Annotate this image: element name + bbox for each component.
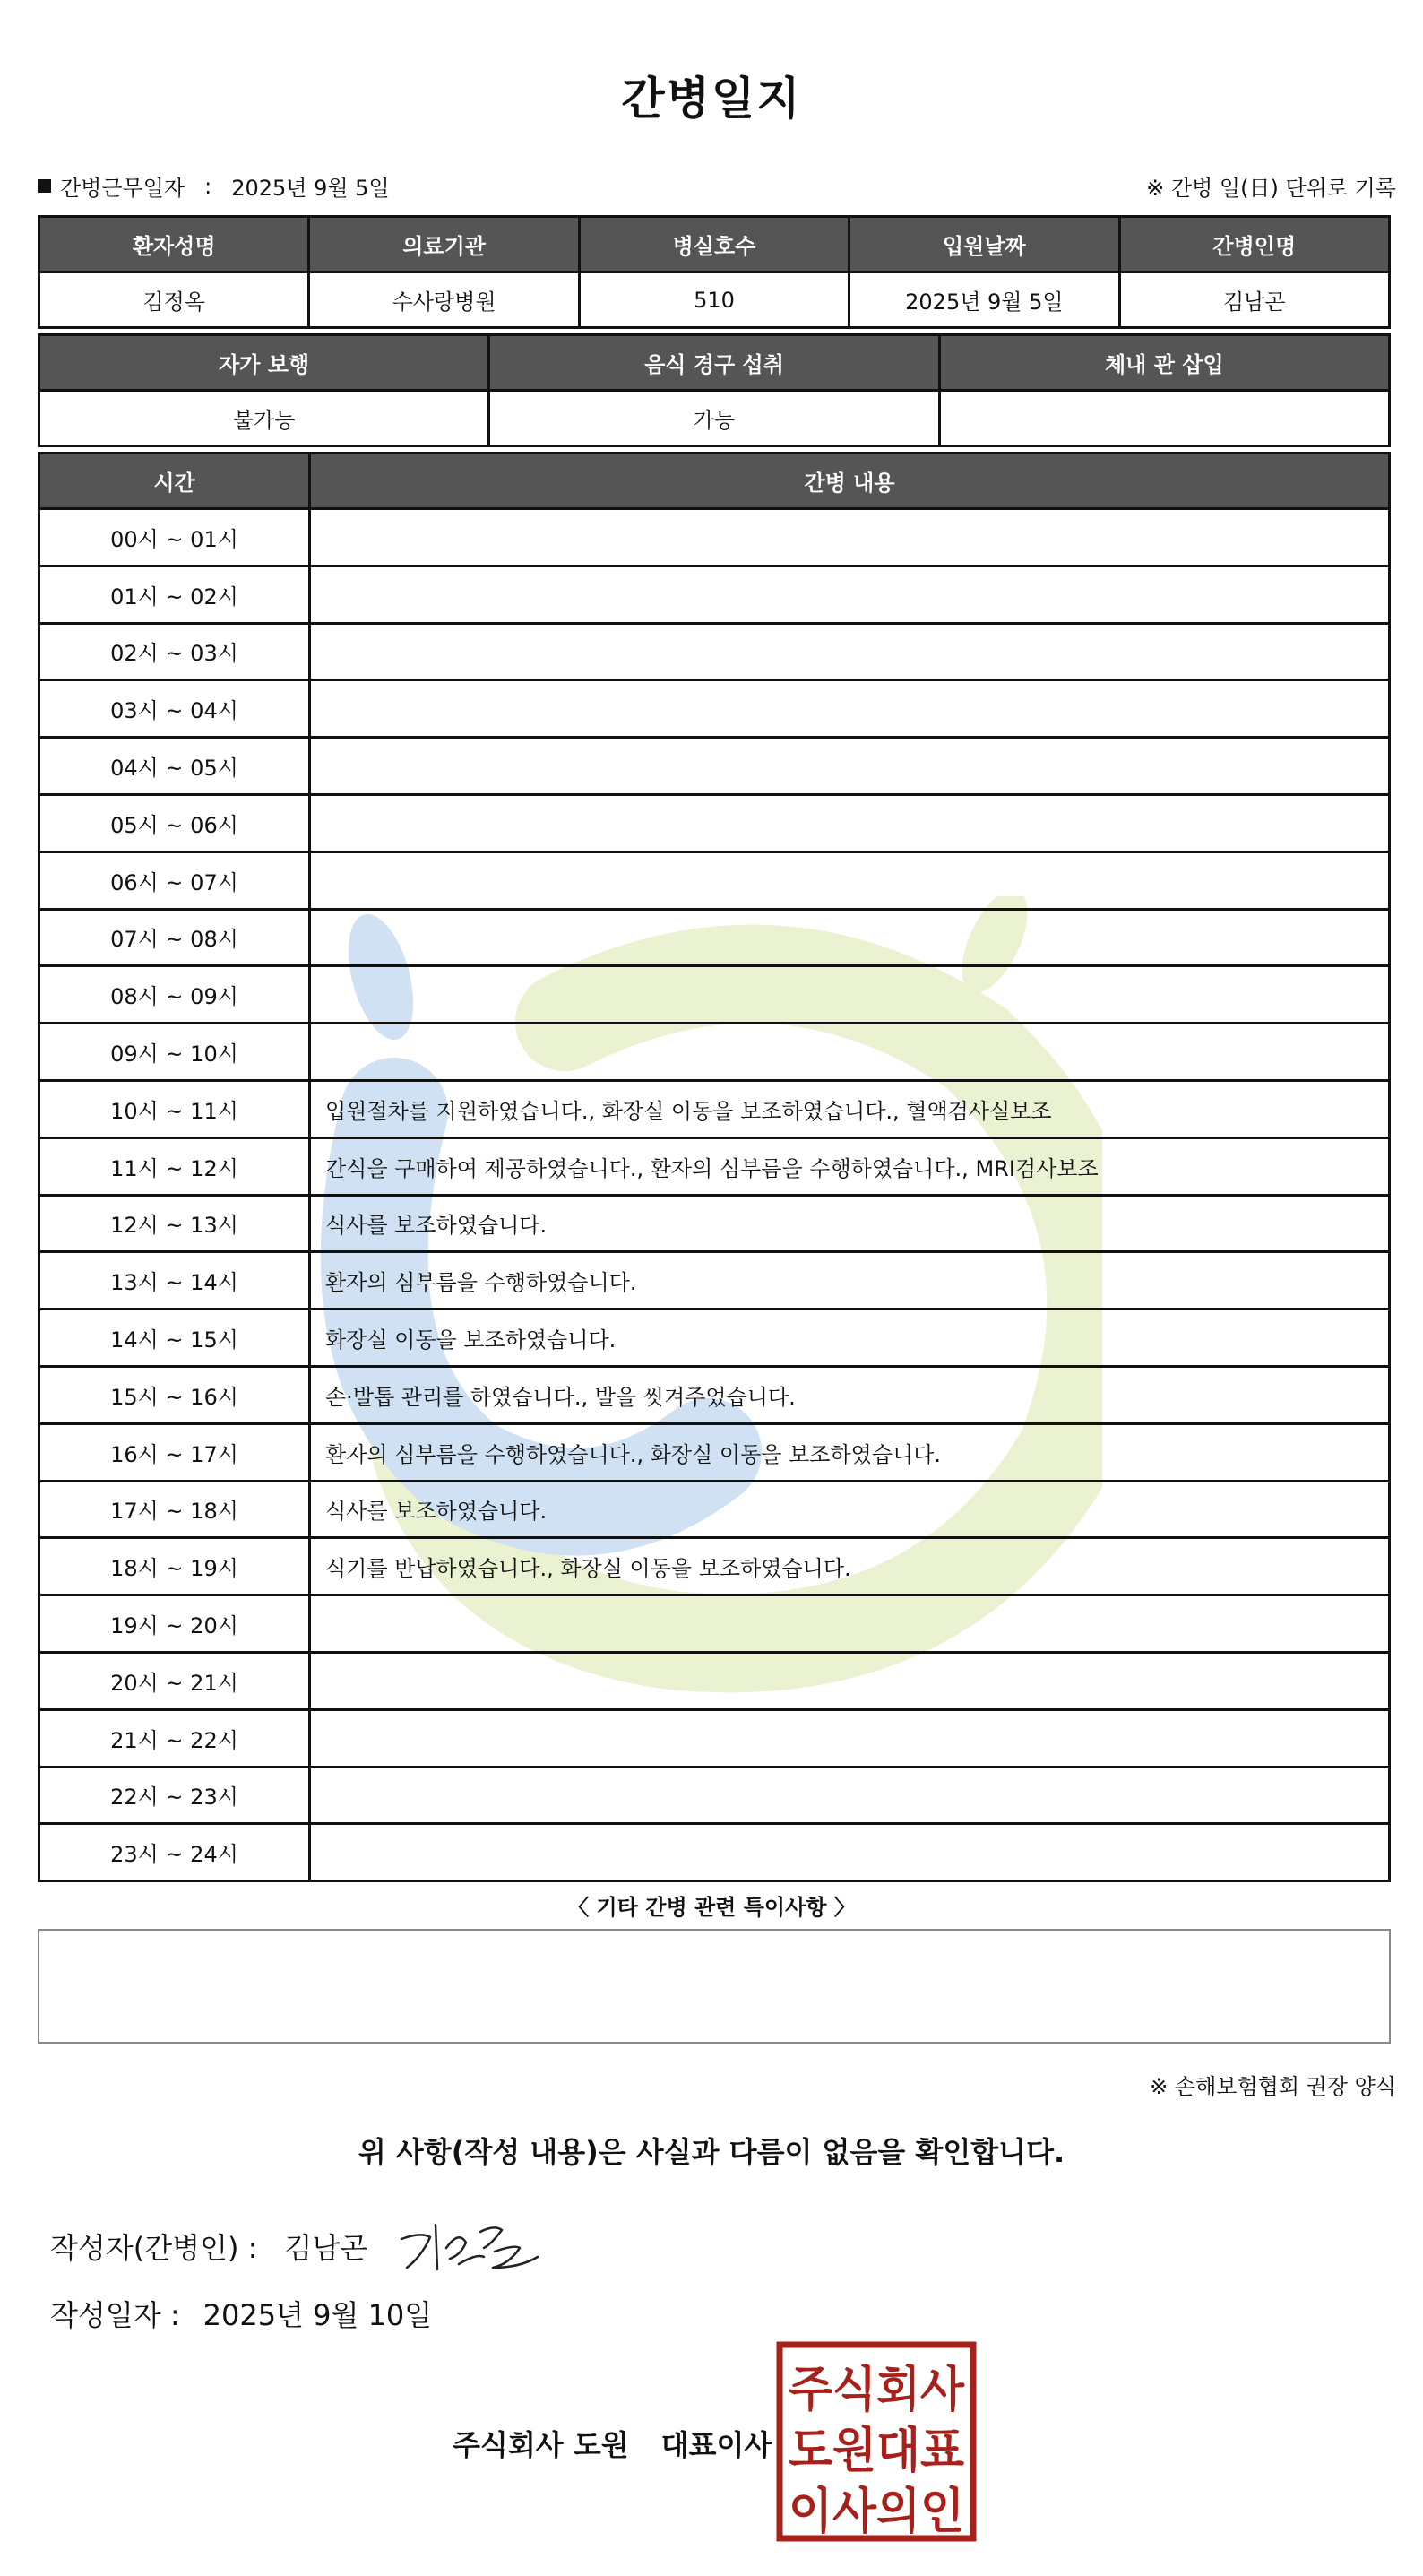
hospital-value: 수사랑병원	[309, 272, 579, 328]
written-date-label: 작성일자 :	[50, 2298, 180, 2332]
log-content-cell: 식사를 보조하였습니다.	[310, 1481, 1390, 1538]
log-content-cell	[310, 794, 1390, 851]
work-date-label: 간병근무일자	[60, 176, 185, 201]
log-content-cell: 식기를 반납하였습니다., 화장실 이동을 보조하였습니다.	[310, 1538, 1390, 1595]
log-content-cell	[310, 623, 1390, 680]
log-row	[39, 794, 1390, 851]
writer-name: 김남곤	[284, 2231, 368, 2265]
company-seal-stamp	[776, 2341, 977, 2542]
header-room-number: 병실호수	[579, 217, 849, 272]
written-date-value: 2025년 9월 10일	[203, 2298, 433, 2332]
log-time-cell: 16시 ~ 17시	[39, 1423, 310, 1481]
daily-record-note: ※ 간병 일(日) 단위로 기록	[1146, 176, 1396, 201]
form-source-note: ※ 손해보험협회 권장 양식	[1150, 2074, 1396, 2099]
log-row	[39, 509, 1390, 566]
log-row	[39, 623, 1390, 680]
patient-name-value: 김정옥	[39, 272, 309, 328]
log-row	[39, 1709, 1390, 1767]
log-content-cell: 환자의 심부름을 수행하였습니다.	[310, 1252, 1390, 1310]
log-time-cell: 03시 ~ 04시	[39, 680, 310, 738]
self-walking-value: 불가능	[39, 391, 489, 446]
log-time-cell: 15시 ~ 16시	[39, 1366, 310, 1423]
header-admission-date: 입원날짜	[849, 217, 1119, 272]
log-content-cell	[310, 1824, 1390, 1881]
log-time-cell: 19시 ~ 20시	[39, 1595, 310, 1653]
log-time-cell: 00시 ~ 01시	[39, 509, 310, 566]
log-time-cell: 04시 ~ 05시	[39, 738, 310, 795]
header-care-content: 간병 내용	[310, 454, 1390, 509]
writer-label: 작성자(간병인) :	[50, 2231, 258, 2265]
log-time-cell: 01시 ~ 02시	[39, 566, 310, 623]
log-content-cell	[310, 966, 1390, 1024]
log-content-cell	[310, 738, 1390, 795]
header-tube-insertion: 체내 관 삽입	[939, 335, 1389, 391]
special-notes-label: 〈 기타 간병 관련 특이사항 〉	[567, 1895, 856, 1920]
log-content-cell: 식사를 보조하였습니다.	[310, 1195, 1390, 1252]
hourly-care-log-table	[38, 452, 1391, 1882]
svg-text:도원대표: 도원대표	[789, 2422, 964, 2478]
log-time-cell: 13시 ~ 14시	[39, 1252, 310, 1310]
room-number-value: 510	[579, 272, 849, 328]
patient-info-table	[38, 215, 1391, 329]
log-content-cell	[310, 909, 1390, 966]
log-row	[39, 851, 1390, 909]
log-row	[39, 1080, 1390, 1137]
log-row	[39, 1310, 1390, 1367]
patient-status-table	[38, 333, 1391, 447]
written-date-line	[50, 2293, 432, 2334]
special-notes-box	[38, 1929, 1391, 2044]
header-time: 시간	[39, 454, 310, 509]
tube-insertion-value	[939, 391, 1389, 446]
oral-intake-value: 가능	[489, 391, 939, 446]
work-date-value: 2025년 9월 5일	[231, 176, 390, 201]
header-patient-name: 환자성명	[39, 217, 309, 272]
log-row	[39, 1481, 1390, 1538]
log-time-cell: 02시 ~ 03시	[39, 623, 310, 680]
admission-date-value: 2025년 9월 5일	[849, 272, 1119, 328]
log-time-cell: 17시 ~ 18시	[39, 1481, 310, 1538]
header-caregiver-name: 간병인명	[1119, 217, 1389, 272]
log-time-cell: 12시 ~ 13시	[39, 1195, 310, 1252]
log-row	[39, 1767, 1390, 1824]
confirmation-statement: 위 사항(작성 내용)은 사실과 다름이 없음을 확인합니다.	[358, 2135, 1065, 2169]
writer-line	[50, 2226, 367, 2267]
log-content-cell	[310, 1024, 1390, 1081]
log-time-cell: 22시 ~ 23시	[39, 1767, 310, 1824]
log-time-cell: 21시 ~ 22시	[39, 1709, 310, 1767]
log-row	[39, 1137, 1390, 1195]
log-row	[39, 1538, 1390, 1595]
log-row	[39, 1195, 1390, 1252]
ceo-title: 대표이사	[660, 2428, 772, 2462]
log-row	[39, 1024, 1390, 1081]
log-content-cell: 환자의 심부름을 수행하였습니다., 화장실 이동을 보조하였습니다.	[310, 1423, 1390, 1481]
square-bullet-icon	[38, 179, 51, 193]
log-content-cell	[310, 509, 1390, 566]
log-content-cell	[310, 680, 1390, 738]
log-row	[39, 680, 1390, 738]
header-self-walking: 자가 보행	[39, 335, 489, 391]
company-name: 주식회사 도원	[453, 2428, 629, 2462]
log-content-cell	[310, 566, 1390, 623]
log-content-cell	[310, 851, 1390, 909]
company-line	[453, 2423, 772, 2464]
log-content-cell	[310, 1652, 1390, 1709]
log-time-cell: 20시 ~ 21시	[39, 1652, 310, 1709]
log-row	[39, 1595, 1390, 1653]
log-time-cell: 08시 ~ 09시	[39, 966, 310, 1024]
log-row	[39, 1423, 1390, 1481]
log-time-cell: 07시 ~ 08시	[39, 909, 310, 966]
log-content-cell: 입원절차를 지원하였습니다., 화장실 이동을 보조하였습니다., 혈액검사실보조	[310, 1080, 1390, 1137]
svg-text:이사의인: 이사의인	[789, 2483, 964, 2539]
log-content-cell: 화장실 이동을 보조하였습니다.	[310, 1310, 1390, 1367]
log-time-cell: 11시 ~ 12시	[39, 1137, 310, 1195]
log-row	[39, 566, 1390, 623]
log-row	[39, 966, 1390, 1024]
log-content-cell	[310, 1709, 1390, 1767]
log-content-cell: 간식을 구매하여 제공하였습니다., 환자의 심부름을 수행하였습니다., MRI검사보조	[310, 1137, 1390, 1195]
header-hospital: 의료기관	[309, 217, 579, 272]
work-date-line	[38, 170, 390, 202]
log-row	[39, 909, 1390, 966]
log-time-cell: 14시 ~ 15시	[39, 1310, 310, 1367]
log-time-cell: 05시 ~ 06시	[39, 794, 310, 851]
log-row	[39, 1652, 1390, 1709]
log-content-cell: 손·발톱 관리를 하였습니다., 발을 씻겨주었습니다.	[310, 1366, 1390, 1423]
log-content-cell	[310, 1595, 1390, 1653]
log-time-cell: 06시 ~ 07시	[39, 851, 310, 909]
caregiver-name-value: 김남곤	[1119, 272, 1389, 328]
log-time-cell: 10시 ~ 11시	[39, 1080, 310, 1137]
work-date-separator: :	[204, 173, 212, 199]
handwritten-signature	[394, 2212, 547, 2284]
log-content-cell	[310, 1767, 1390, 1824]
log-row	[39, 1252, 1390, 1310]
log-row	[39, 1824, 1390, 1881]
log-time-cell: 23시 ~ 24시	[39, 1824, 310, 1881]
svg-text:주식회사: 주식회사	[789, 2361, 965, 2417]
log-row	[39, 1366, 1390, 1423]
log-time-cell: 18시 ~ 19시	[39, 1538, 310, 1595]
header-oral-intake: 음식 경구 섭취	[489, 335, 939, 391]
log-time-cell: 09시 ~ 10시	[39, 1024, 310, 1081]
log-row	[39, 738, 1390, 795]
document-title: 간병일지	[621, 73, 802, 125]
